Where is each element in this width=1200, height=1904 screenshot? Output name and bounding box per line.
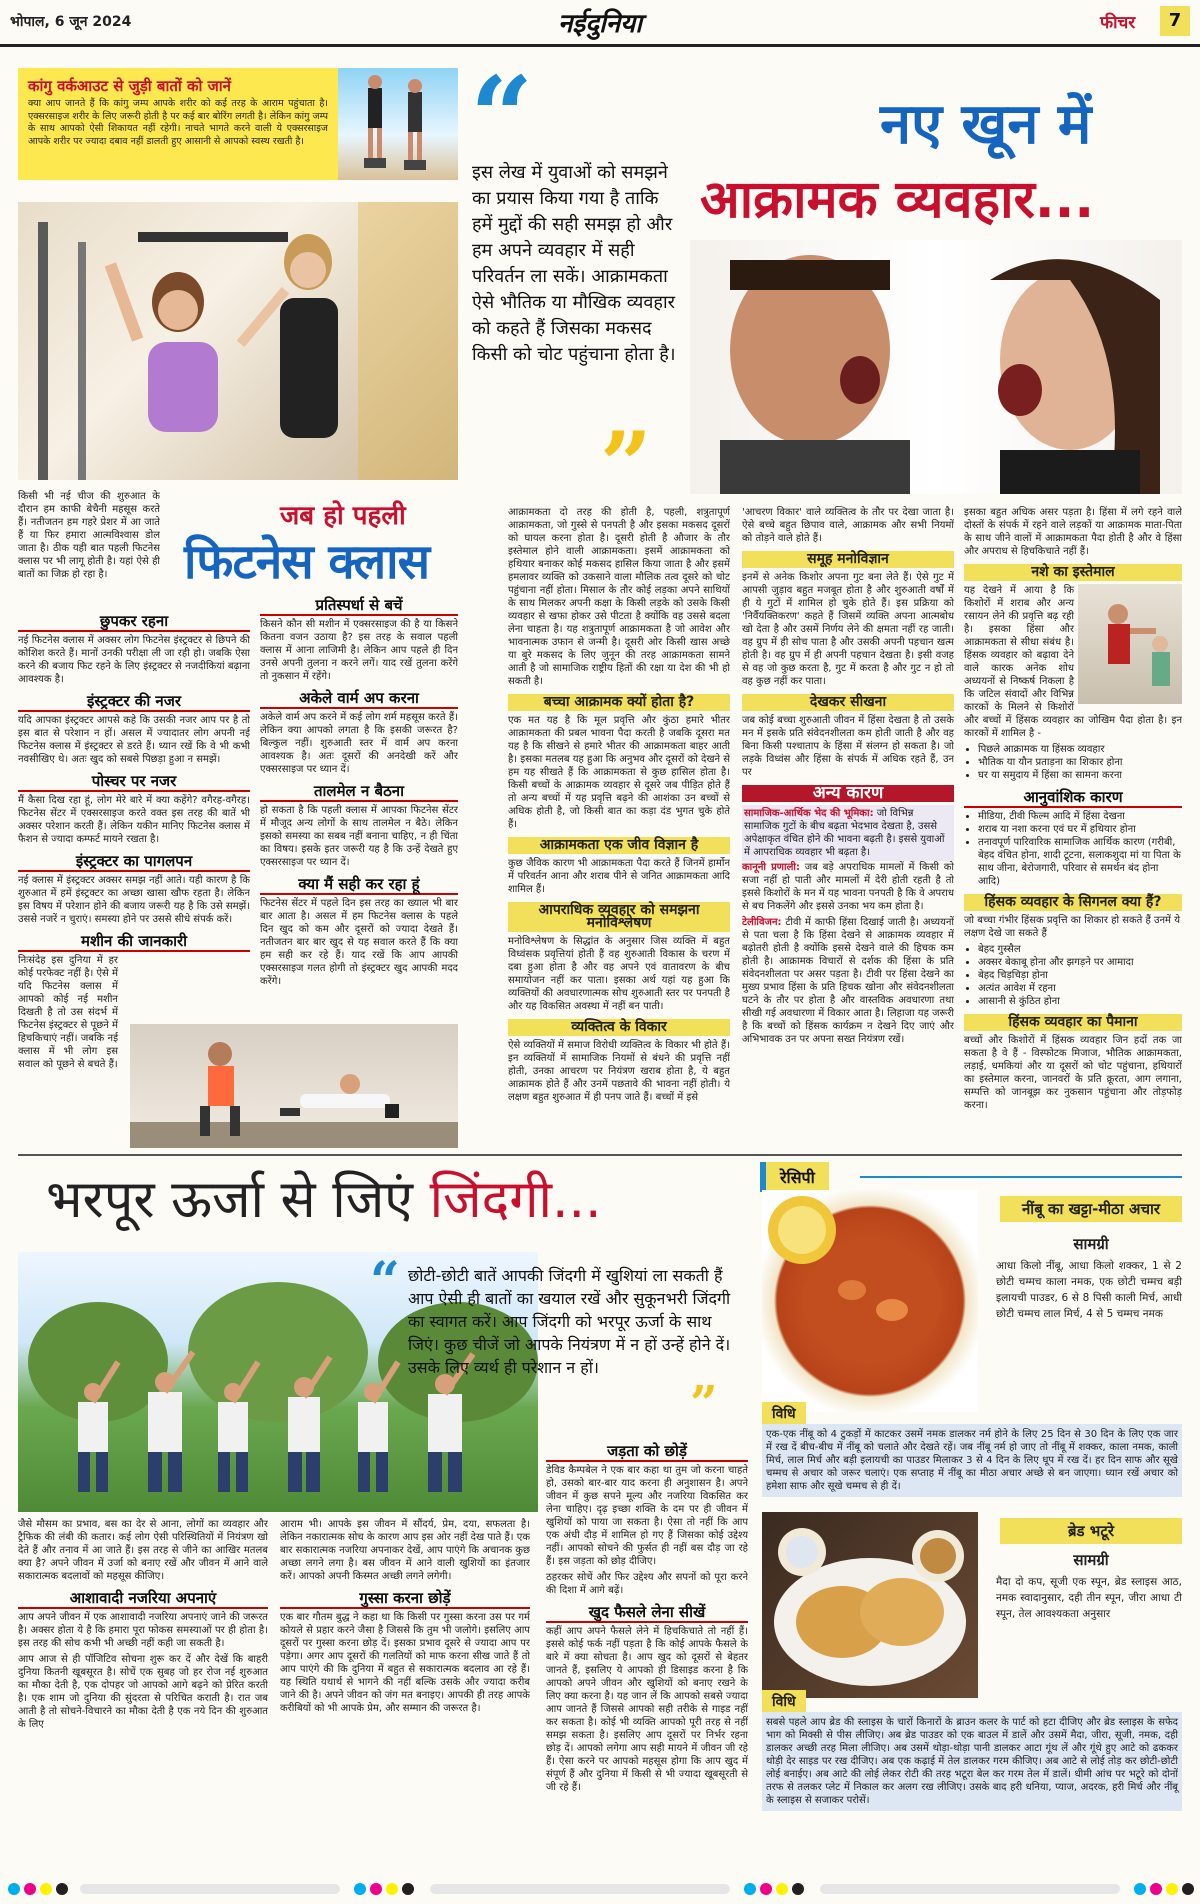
print-color-strip	[0, 1878, 1200, 1900]
violence-photo	[1078, 584, 1182, 704]
aggression-col2-text-3a-lead: सामाजिक-आर्थिक भेद की भूमिका:	[744, 808, 874, 819]
energy-col3-heading-1: जड़ता को छोड़ें	[546, 1442, 748, 1462]
fitness-left-block-4	[18, 852, 250, 926]
aggression-col1-heading-2: आक्रामकता एक जीव विज्ञान है	[508, 837, 730, 854]
section-heading: इंस्ट्रक्टर की नजर	[18, 692, 250, 712]
aggression-col2-text-1: इनमें से अनेक किशोर अपना गुट बना लेते हैं। ऐसे गुट में आपसी जुड़ाव बहुत मजबूत होता है और शुरुआती वर्षों में ही ये गुटों में शामिल हो चुके होते हैं। इस प्रक्रिया को 'निर्वैयक्तिकरण' कहते हैं जिसमें व्यक्ति अपना आत्मबोध खो देता है और उसमें निर्णय लेने की क्षमता नहीं रह जाती। वह ग्रुप में ही सोच पाता है और उसकी अपनी पहचान खत्म होती है। वह ग्रुप में ही अपनी पहचान देखता है। इसी वजह से वह जो कुछ करता है, गुट में करता है और गुट न हो तो वह कुछ नहीं कर पाता।	[742, 572, 954, 687]
recipe-2-ingredients-head: सामग्री	[1073, 1551, 1109, 1569]
recipe-1-ingredients: आधा किलो नींबू, आधा किलो शक्कर, 1 से 2 छोटी चम्मच काला नमक, एक छोटी चम्मच बड़ी इलायची पाउडर, 6 से 8 पिसी काली मिर्च, आधी छोटी चम्मच लाल मिर्च, 4 से 5 चम्मच नमक	[996, 1260, 1182, 1320]
list-item: • आसानी से कुंठित होना	[978, 995, 1182, 1008]
section-heading: प्रतिस्पर्धा से बचें	[260, 596, 458, 616]
section-body: निःसंदेह इस दुनिया में हर कोई परफेक्ट नहीं है। ऐसे में यदि फिटनेस क्लास में आपको कोई नई मशीन दिखती है तो उस संदर्भ में फिटनेस इंस्ट्रक्टर से पूछने में हिचकिचाएं नहीं। जबकि नई क्लास में भी लोग इस सवाल को पूछने से बचते हैं।	[18, 955, 118, 1070]
section-heading: छुपकर रहना	[18, 612, 250, 632]
energy-title-black: भरपूर ऊर्जा से जिएं	[46, 1170, 414, 1230]
aggression-col3-heading-1: नशे का इस्तेमाल	[964, 564, 1182, 581]
kangu-photo	[338, 68, 458, 180]
aggression-col1-text-3: मनोविश्लेषण के सिद्धांत के अनुसार जिस व्यक्ति में बहुत विध्वंसक प्रवृत्तियां होती हैं वह शुरुआती विकास के चरण में दबा हुआ होता है और वह अपने एवं वातावरण के बीच समायोजन नहीं कर पाता। इसका अर्थ यहां यह हुआ कि व्यक्तियों की अवधारणात्मक सोच शुरुआती स्तर पर पनपती है और यह विकसित अवस्था में नहीं बन पाती।	[508, 936, 730, 1012]
section-heading: तालमेल न बैठना	[260, 782, 458, 802]
energy-column-3	[546, 1436, 748, 1868]
fitness-left-block-3	[18, 772, 250, 846]
fitness-left-block-1	[18, 612, 250, 686]
recipe-1-ingredients-head: सामग्री	[1073, 1235, 1109, 1253]
recipe-1-method: एक-एक नींबू को 4 टुकड़ों में काटकर उसमें नमक डालकर नर्म होने के लिए 25 दिन से 30 दिन के लिए एक जार में रख दें बीच-बीच में नींबू को चलाते और देखते रहें। जब नींबू नर्म हो जाए तो नींबू में शक्कर, काला नमक, काली मिर्च, लाल मिर्च और बड़ी इलायची का पाउडर मिलाकर 3 से 4 दिन के लिए धूप में रख दें। हर दिन साफ और सूखे चम्मच से अचार को जरूर चलाएं। एक सप्ताह में नींबू का मीठा अचार अच्छे से बन जाएगा। ध्यान रखें अचार को हमेशा साफ और सूखे चम्मच से ही दें।	[762, 1424, 1182, 1497]
energy-col1-text-2: आप अपने जीवन में एक आशावादी नजरिया अपनाएं जाने की जरूरत है। अक्सर होता ये है कि हमारा पूरा फोकस समस्याओं पर ही होता है। इस तरह की सोच कभी भी अच्छी नहीं कही जा सकती है।	[18, 1612, 268, 1649]
close-quote-icon: ”	[600, 412, 652, 518]
recipe-2-title: ब्रेड भटूरे	[1000, 1518, 1182, 1544]
aggression-col3-list-1	[964, 743, 1182, 782]
fitness-left-block-2	[18, 692, 250, 766]
aggression-col2-heading-3: अन्य कारण	[742, 785, 954, 802]
aggression-col1-heading-3: आपराधिक व्यवहार को समझना मनोविश्लेषण	[508, 902, 730, 932]
section-heading: अकेले वार्म अप करना	[260, 689, 458, 709]
fitness-title-top: जब हो पहली	[280, 501, 406, 531]
aggression-col1-heading-4: व्यक्तित्व के विकार	[508, 1019, 730, 1036]
energy-col2-heading-1: गुस्सा करना छोड़ें	[280, 1589, 530, 1609]
energy-column-2	[280, 1518, 530, 1868]
section-name: फीचर	[1100, 13, 1136, 33]
energy-col3-text-3: कहीं आप अपने फैसले लेने में हिचकिचाते तो नहीं हैं। इससे कोई फर्क नहीं पड़ता है कि कोई आपके फैसले के बारे में क्या सोचता है। आप खुद को दूसरों से बेहतर जानते हैं, इसलिए ये आपको ही डिसाइड करना है कि आपको अपने जीवन और खुशियों को बनाए रखने के लिए क्या करना है। यह जान लें कि आपको सबसे ज्यादा आप जानते हैं जिससे आपको सही तरीके से गाइड नहीं कर सकता है। कोई भी व्यक्ति आपको पूरी तरह से नहीं समझ सकता है। इसलिए आप दूसरों पर निर्भर रहना छोड़ दें। आपको लगेगा आप सही मायने में जीवन जी रहे हैं। ऐसा करने पर आपको महसूस होगा कि आप खुद में संपूर्ण हैं और दुनिया में किसी से भी ज्यादा खूबसूरती से जी रहे हैं।	[546, 1626, 748, 1793]
aggression-col1-text-1: एक मत यह है कि मूल प्रवृत्ति और कुंठा हमारे भीतर आक्रामकता की प्रबल भावना पैदा करती है जबकि दूसरा मत यह है कि सीखने से हमारे भीतर की आक्रामकता बाहर आती है। इसका मतलब यह हुआ कि अनुभव और दूसरों को देखने से हम यह सीखते हैं कि आक्रामकता से कुछ हासिल होता है। किसी बच्चों के आक्रामक व्यवहार से दूसरे जब पीड़ित होते हैं तो अन्य बच्चों में यह प्रवृत्ति बढ़ने की आशंका उन बच्चों से अधिक होती है, जो किसी बात का कड़ा दंड भुगत चुके होते हैं।	[508, 715, 730, 830]
aggression-column-3	[964, 506, 1182, 1146]
aggression-col1-intro: आक्रामकता दो तरह की होती है, पहली, शत्रुतापूर्ण आक्रामकता, जो गुस्से से पनपती है और इसका मकसद दूसरों को घायल करना होता है। दूसरी होती है औजार के तौर इस्तेमाल होने वाली आक्रामकता। इसमें आक्रामकता को हथियार बनाकर कोई मकसद हासिल किया जाता है और इसमें हमलावर व्यक्ति को उकसाने वाला मौलिक तत्व दूसरे को चोट पहुंचाना नहीं होता। मिसाल के तौर कोई लड़का अपने साथियों के साथ मिलकर अपनी कक्षा के किसी लड़के को उसके किसी व्यवहार से खफा होकर उसे पीटता है क्योंकि वह उससे बदला लेना चाहता है। यह शत्रुतापूर्ण आक्रामकता है जो आवेश और भावनात्मक उफान से जन्मी है। दूसरी ओर किसी खास अच्छे या बुरे मकसद के लिए जुनून की तरह आक्रामकता सामने आती है जो सामाजिक राष्ट्रीय हितों की रक्षा या देश की भी हो सकती है।	[508, 507, 730, 687]
list-item: • मीडिया, टीवी फिल्म आदि में हिंसा देखना	[978, 810, 1182, 823]
aggression-col1-text-2: कुछ जैविक कारण भी आक्रामकता पैदा करते हैं जिनमें हार्मोन में परिवर्तन आना और शराब पीने से जनित आक्रामकता आदि शामिल हैं।	[508, 858, 730, 895]
aggression-col2-text-2: जब कोई बच्चा शुरुआती जीवन में हिंसा देखता है तो उसके मन में इसके प्रति संवेदनशीलता कम होती जाती है और वह बिना किसी पश्चाताप के हिंसा में संलग्न हो सकता है। जो लड़के विध्वंस और हिंसा के संपर्क में अधिक रहते हैं, उन पर	[742, 715, 954, 778]
energy-close-quote-icon: ”	[690, 1376, 718, 1432]
lemon-pickle-photo	[762, 1190, 978, 1412]
energy-col2-text-2: एक बार गौतम बुद्ध ने कहा था कि किसी पर गुस्सा करना उस पर गर्म कोयले से प्रहार करने जैसा है जिससे कि तुम भी जलोगे। इसलिए आप दूसरों पर गुस्सा करना छोड़ दें। इसका प्रभाव दूसरे से ज्यादा आप पर पड़ेगा। अगर आप दूसरों की गलतियों को माफ करना सीख जाते हैं तो आप पाएंगे की कि दुनिया में बहुत से सकारात्मक बदलाव आ रहे हैं। यह स्थिति यथार्थ से भागने की नहीं बल्कि उसके और ज्यादा करीब जाने की है। अपने जीवन को जंग मत बनाइए। आपकी ही तरह आपके करीबियों को भी आपके प्रेम, और सम्मान की जरूरत है।	[280, 1612, 530, 1714]
fitness-left-block-5	[18, 932, 187, 1071]
energy-col2-text-1: आराम भी। आपके इस जीवन में सौंदर्य, प्रेम, दया, सफलता है। लेकिन नकारात्मक सोच के कारण आप इस ओर नहीं देख पाते हैं। एक बार सकारात्मक नजरिया अपनाकर देखें, आप पाएंगे कि अचानक कुछ अच्छा लगने लगा है। बस जीवन में आने वाली खुशियों का इंतजार करें। आपको अपनी किस्मत अच्छी लगने लगेगी।	[280, 1519, 530, 1582]
energy-col3-text-2: ठहरकर सोचें और फिर उद्देश्य और सपनों को पूरा करने की दिशा में आगे बढ़ें।	[546, 1572, 748, 1596]
fitness-right-block-3	[260, 782, 458, 869]
aggression-col3-text-1: यह देखने में आया है कि किशोरों में शराब और अन्य रसायन लेने की प्रवृत्ति बढ़ रही है। इसका हिंसा और आक्रामकता से सीधा संबंध है। हिंसक व्यवहार को बढ़ावा देने वाले कारक अनेक शोध अध्ययनों से निष्कर्ष निकला है कि जटिल संवादों और विभिन्न कारकों के मिलने से किशोरों और बच्चों में हिंसक व्यवहार का जोखिम पैदा होता है। इन कारकों में शामिल है -	[964, 585, 1182, 739]
section-heading: पोस्चर पर नजर	[18, 772, 250, 792]
section-body: नई फिटनेस क्लास में अक्सर लोग फिटनेस इंस्ट्रक्टर से छिपने की कोशिश करते हैं। मानों उनकी परीक्षा ली जा रही हो। जबकि ऐसा करने की बजाय फिट रहने के लिए इंस्ट्रक्टर से नजदीकियां बढ़ाना आवश्यक है।	[18, 635, 250, 685]
section-heading: इंस्ट्रक्टर का पागलपन	[18, 852, 250, 872]
recipe-1-title: नींबू का खट्टा-मीठा अचार	[1000, 1196, 1182, 1222]
aggression-col2-text-3b-lead: कानूनी प्रणाली:	[742, 862, 800, 873]
open-quote-icon: “	[470, 52, 534, 181]
aggression-col2-text-3a: जो विभिन्न सामाजिक गुटों के बीच बढ़ता भेदभाव देखता है, उससे अपेक्षाकृत वंचित होने की भावना बढ़ती है। इससे युवाओं में आपराधिक व्यवहार भी बढ़ता है।	[744, 808, 945, 858]
list-item: • घर या समुदाय में हिंसा का सामना करना	[978, 769, 1182, 782]
list-item: • भौतिक या यौन प्रताड़ना का शिकार होना	[978, 756, 1182, 769]
fitness-right-column	[260, 590, 458, 1020]
aggression-col1-heading-1: बच्चा आक्रामक क्यों होता है?	[508, 694, 730, 711]
aggression-column-1	[508, 506, 730, 1146]
aggression-column-2	[742, 506, 954, 1146]
energy-title	[46, 1162, 602, 1233]
section-divider	[18, 1154, 1182, 1156]
energy-col1-heading-1: आशावादी नजरिया अपनाएं	[18, 1589, 268, 1609]
page-number: 7	[1160, 6, 1190, 36]
aggression-col3-heading-3: हिंसक व्यवहार के सिगनल क्या हैं?	[964, 894, 1182, 911]
recipe-2-ingredients: मैदा दो कप, सूजी एक स्पून, ब्रेड स्लाइस आठ, नमक स्वादानुसार, दही तीन स्पून, जीरा आधा टी स्पून, तेल आवश्यकता अनुसार	[996, 1576, 1182, 1620]
section-body: नई क्लास में इंस्ट्रक्टर अक्सर समझ नहीं आते। यही कारण है कि शुरुआत में हमें इंस्ट्रक्टर का अच्छा खासा खौफ रहता है। लेकिन इस विषय में परेशान होने की बजाय जरूरी यह है कि उसे समझें। उससे नजरें न चुराएं। समस्या होने पर उससे सीधे संपर्क करें।	[18, 875, 250, 925]
aggression-col2-text-3b-block	[742, 861, 954, 913]
section-body: यदि आपका इंस्ट्रक्टर आपसे कहे कि उसकी नजर आप पर है तो इस बात से परेशान न हों। असल में ज्यादातर लोग अपनी नई फिटनेस क्लास में इंस्ट्रक्टर से डरते हैं। ध्यान रखें कि वे भी कभी नवसीखिए थे। अतः खुद को सबसे पिछड़ा हुआ न समझें।	[18, 715, 250, 765]
recipe-2-method: सबसे पहले आप ब्रेड की स्लाइस के चारों किनारों के ब्राउन कलर के पार्ट को हटा दीजिए और ब्रेड स्लाइस के सफेद भाग को मिक्सी से पीस लीजिए। अब ब्रेड पाउडर को एक बाउल में डालें और उसमें मैदा, जीरा, सूजी, नमक, दही डालकर अच्छी तरह मिला लीजिए। अब उसमें थोड़ा-थोड़ा पानी डालकर आटा गूंथ लें और गूंथे हुए आटे को ढककर थोड़ी देर साइड पर रख दीजिए। अब एक कढ़ाई में तेल डालकर गरम कीजिए। अब आटे से लोई तोड़ कर छोटी-छोटी लोई बनाईए। अब आटे की लोई लेकर रोटी की तरह भटूरा बेल कर गरम तेल में डालें। धीमी आंच पर भटूरे को दोनों तरफ से तलकर प्लेट में निकाल कर अलग रख लीजिए। उसके बाद हरी धनिया, प्याज, अदरक, हरी मिर्च और नींबू के स्लाइस से सजाकर परोसें।	[762, 1712, 1182, 1811]
list-item: • पिछले आक्रामक या हिंसक व्यवहार	[978, 743, 1182, 756]
energy-col1-text-3: आप आज से ही पॉजिटिव सोचना शुरू कर दें और देखें कि बाहरी दुनिया कितनी खूबसूरत है। सोचें एक सुबह जो हर रोज नई शुरुआत का मौका देती है, एक दोपहर जो आपको आगे बढ़ने को प्रेरित करती है। एक शाम जो दुनिया की सुंदरता से परिचित कराती है। रात जब आती है तो सोचने-विचारने का मौका देती है एक नये दिन की शुरुआत के लिए	[18, 1654, 268, 1730]
aggression-col3-list-2	[964, 810, 1182, 888]
aggression-col3-list-3	[964, 943, 1182, 1008]
recipe-1-method-head: विधि	[762, 1402, 806, 1425]
fitness-right-block-4	[260, 875, 458, 988]
list-item: • तनावपूर्ण पारिवारिक सामाजिक आर्थिक कारण (गरीबी, बेहद वंचित होना, शादी टूटना, सलाकशुदा मां या पिता के साथ जीना, बेरोजगारी, परिवार से समर्थन बंद होना आदि)	[978, 836, 1182, 888]
gym-photo	[18, 202, 458, 480]
list-item: • अक्सर बेकाबू होना और झगड़ने पर आमादा	[978, 956, 1182, 969]
fitness-title-main: फिटनेस क्लास	[184, 534, 430, 590]
aggression-col3-heading-4: हिंसक व्यवहार का पैमाना	[964, 1014, 1182, 1031]
aggression-col3-text-3: जो बच्चा गंभीर हिंसक प्रवृत्ति का शिकार हो सकते हैं उनमें ये लक्षण देखे जा सकते हैं	[964, 915, 1181, 939]
list-item: • अत्यंत आवेश में रहना	[978, 982, 1182, 995]
aggression-title-1: नए खून में	[880, 92, 1092, 157]
fitness-right-block-1	[260, 596, 458, 683]
section-body: फिटनेस सेंटर में पहले दिन इस तरह का ख्याल भी बार बार आता है। असल में हम फिटनेस क्लास के पहले दिन खुद को कम और दूसरों को ज्यादा देखते हैं। नतीजतन बार बार खुद से यह सवाल करते हैं कि क्या हम सही कर रहे हैं। याद रखें कि आप आपकी एक्सरसाइज गलत होगी तो इंस्ट्रक्टर खुद आपकी मदद करेंगे।	[260, 898, 458, 987]
aggression-quote: इस लेख में युवाओं को समझने का प्रयास किया गया है ताकि हमें मुद्दों की सही समझ हो और हम अपने व्यवहार में सही परिवर्तन ला सकें। आक्रामकता ऐसे भौतिक या मौखिक व्यवहार को कहते हैं जिसका मकसद किसी को चोट पहुंचाना होता है।	[472, 162, 676, 365]
aggression-col3-text-4: बच्चों और किशोरों में हिंसक व्यवहार जिन हदों तक जा सकता है वे हैं - विस्फोटक मिजाज, भौतिक आक्रामकता, लड़ाई, धमकियां और या दूसरों को चोट पहुंचाना, हथियारों का इस्तेमाल करना, जानवरों के प्रति क्रूरता, आग लगाना, सम्पत्ति को जानबूझ कर नुकसान पहुंचाना और तोड़फोड़ करना।	[964, 1035, 1182, 1111]
aggression-col3-heading-2: आनुवांशिक कारण	[964, 788, 1182, 808]
trainer-photo	[130, 1024, 458, 1148]
energy-column-1	[18, 1518, 268, 1868]
list-item: • बेहद चिड़चिड़ा होना	[978, 969, 1182, 982]
section-body: किसने कौन सी मशीन में एक्सरसाइज की है या किसने कितना वजन उठाया है? इस तरह के सवाल पहली क्लास में आना लाजिमी है। लेकिन आप पहले ही दिन उनसे अपनी तुलना न करने लगें। याद रखें तुलना करेंगे तो नुकसान में रहेंगे।	[260, 619, 458, 682]
energy-col1-text-1: जैसे मौसम का प्रभाव, बस का देर से आना, लोगों का व्यवहार और ट्रैफिक की लंबी की कतार। कई लोग ऐसी परिस्थितियों में नियंत्रण खो देते हैं और तनाव में आ जाते हैं। इस तरह से जीने का आखिर मतलब क्या है? अपने जीवन में उर्जा को बनाए रखें और जीवन में आने वाले सकारात्मक बदलावों को महसूस कीजिए।	[18, 1519, 268, 1582]
aggression-title-2: आक्रामक व्यवहार...	[700, 170, 1095, 230]
energy-col3-heading-2: खुद फैसले लेना सीखें	[546, 1603, 748, 1623]
aggression-col2-text-3c-lead: टेलीविजन:	[742, 917, 782, 928]
aggression-col1-text-4: ऐसे व्यक्तियों में समाज विरोधी व्यक्तित्व के विकार भी होते हैं। इन व्यक्तियों में सामाजिक नियमों से बंधने की प्रवृत्ति नहीं होती, उनका आचरण पर नियंत्रण खराब होता है, ये बहुत आक्रामक होते हैं और उनमें पछतावे की भावना नहीं होती। ये लक्षण बहुत शुरुआत में ही पनप जाते हैं। बच्चों में इसे	[508, 1040, 730, 1103]
energy-open-quote-icon: “	[370, 1251, 400, 1312]
section-body: हो सकता है कि पहली क्लास में आपका फिटनेस सेंटर में मौजूद अन्य लोगों के साथ तालमेल न बैठे। लेकिन इसको समस्या का सबब नहीं बनाना चाहिए, न ही चिंता का विषय। इसके इतर जरूरी यह है कि उन्हें देखते हुए एक्सरसाइज पर ध्यान दें।	[260, 805, 458, 868]
section-body: मैं कैसा दिख रहा हूं, लोग मेरे बारे में क्या कहेंगे? वगैरह-वगैरह। फिटनेस सेंटर में एक्सरसाइज करते वक्त इस तरह की बातें भी अक्सर परेशान करती हैं। लेकिन यकीन मानिए फिटनेस क्लास में फैशन से ज्यादा कम्फर्ट मायने रखता है।	[18, 795, 250, 845]
recipe-tag-rule	[860, 1176, 1182, 1178]
recipe-2-method-head: विधि	[762, 1690, 806, 1713]
aggression-col2-text-3c: टीवी में काफी हिंसा दिखाई जाती है। अध्ययनों से पता चला है कि हिंसा देखने से आक्रामक व्यवहार में बढ़ोतरी होती है क्योंकि इससे देखने वाले की हिचक कम होती है। आक्रामक विचारों से दर्शक की हिंसा के प्रति संवेदनशीलता पर असर पड़ता है। टीवी पर हिंसा देखने का मुख्य प्रभाव हिंसा के प्रति हिचक खोना और संवेदनशीलता घटने के तौर पर होता है और वास्तविक अवधारणा तथा सीखी गई अवधारणा में विकार आता है। लिहाजा यह जरूरी है कि बच्चों को हिंसक कार्यक्रम न देखने दिए जाएं और अभिभावक उन पर अपना सख्त नियंत्रण रखें।	[742, 917, 954, 1045]
aggression-col3-intro: इसका बहुत अधिक असर पड़ता है। हिंसा में लगे रहने वाले दोस्तों के संपर्क में रहने वाले लड़कों या आक्रामक माता-पिता के साथ जीने वालों में आक्रामकता पैदा होती है और वे हिंसा और अपराध से हिचकिचाते नहीं हैं।	[964, 507, 1182, 557]
fitness-intro: किसी भी नई चीज की शुरुआत के दौरान हम काफी बेचैनी महसूस करते हैं। नतीजतन हम गहरे प्रेशर में आ जाते हैं या फिर हमारा आत्मविश्वास डोल जाता है। ठीक यही बात पहली फिटनेस क्लास पर भी लागू होती है। यहां ऐसे ही बातों का जिक्र हो रहा है।	[18, 491, 160, 580]
place-date: भोपाल, 6 जून 2024	[10, 14, 132, 30]
aggression-col2-text-3b: जब बड़े अपराधिक मामलों में किसी को सजा नहीं हो पाती और मामलों में देरी होती रहती है तो इससे किशोरों के मन में यह भावना पनपती है कि वे अपराध से बच निकलेंगे और इससे उनका भय कम होता है।	[742, 862, 954, 912]
list-item: • शराब या नशा करना एवं घर में हथियार होना	[978, 823, 1182, 836]
kangu-body: क्या आप जानते हैं कि कांगु जम्प आपके शरीर को कई तरह के आराम पहुंचाता है। एक्सरसाइज शरीर के लिए जरूरी होती है पर कई बार बोरिंग लगती है। लेकिन कांगु जम्प के साथ आपको ऐसी शिकायत नहीं रहेगी। नाचते भागते करने वाली ये एक्सरसाइज आपके शरीर पर ज्यादा दबाव नहीं डालती हुए आसानी से आपको स्वस्थ रखती है।	[28, 98, 328, 147]
fitness-right-block-2	[260, 689, 458, 776]
list-item: • बेहद गुस्सैल	[978, 943, 1182, 956]
energy-quote: छोटी-छोटी बातें आपकी जिंदगी में खुशियां ला सकती हैं आप ऐसी ही बातों का खयाल रखें और सुकूनभरी जिंदगी का स्वागत करें। आप जिंदगी को भरपूर ऊर्जा के साथ जिएं। कुछ चीजें जो आपके नियंत्रण में न हों उन्हें होने दें। उसके लिए व्यर्थ ही परेशान न हों।	[408, 1266, 731, 1377]
kangu-box	[18, 68, 458, 180]
aggression-col2-intro: 'आचरण विकार' वाले व्यक्तित्व के तौर पर देखा जाता है। ऐसे बच्चे बहुत छिपाव वाले, आक्रामक और सभी नियमों को तोड़ने वाले होते हैं।	[742, 507, 954, 544]
energy-title-red: जिंदगी...	[429, 1170, 602, 1230]
section-heading: क्या मैं सही कर रहा हूं	[260, 875, 458, 895]
kangu-title: कांगु वर्कआउट से जुड़ी बातों को जानें	[28, 77, 231, 95]
energy-col3-text-1: डेविड कैम्पबेल ने एक बार कहा था तुम जो करना चाहते हो, उसको बार-बार याद करना ही अनुशासन है। अपने जीवन में कुछ सपने मूल्य और नजरिया विकसित कर लेना चाहिए। दृढ़ इच्छा शक्ति के दम पर ही जीवन में खुशियों को पाया जा सकता है। ऐसा तो नहीं कि आप एक अंधी दौड़ में शामिल हो गए हैं जिसका कोई उद्देश्य नहीं। आपको सोचने की फुर्सत ही नहीं बस दौड़ जा रहे हैं। इस जड़ता को छोड़ दीजिए।	[546, 1465, 748, 1567]
masthead	[0, 0, 1200, 47]
section-heading: मशीन की जानकारी	[18, 932, 250, 952]
aggression-col2-heading-1: समूह मनोविज्ञान	[742, 551, 954, 568]
aggression-col2-heading-2: देखकर सीखना	[742, 694, 954, 711]
masthead-logo: नईदुनिया	[558, 9, 642, 39]
recipe-tag: रेसिपी	[760, 1162, 829, 1192]
aggression-col2-text-3c-block	[742, 916, 954, 1046]
aggression-col2-text-3a-block	[742, 805, 954, 861]
shouting-couple-photo	[690, 240, 1182, 494]
section-body: अकेले वार्म अप करने में कई लोग शर्म महसूस करते हैं। लेकिन क्या आपको लगता है कि इसकी जरूरत है? बिल्कुल नहीं। शुरुआती स्तर में वार्म अप करना आवश्यक है। अतः दूसरों की अनदेखी करें और एक्सरसाइज पर ध्यान दें।	[260, 712, 458, 775]
bread-bhature-photo	[762, 1512, 978, 1698]
